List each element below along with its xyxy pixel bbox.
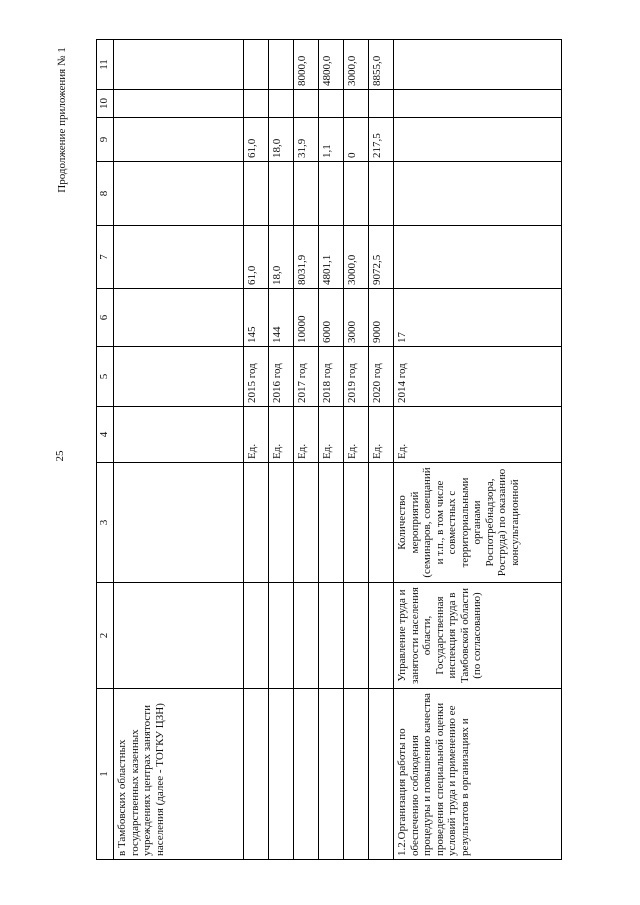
table-cell	[369, 583, 394, 689]
table-cell	[269, 40, 294, 90]
table-cell	[114, 407, 244, 463]
table-cell: 2016 год	[269, 347, 294, 407]
table-cell	[319, 583, 344, 689]
column-number: 7	[97, 226, 114, 289]
table-cell	[114, 583, 244, 689]
table-cell	[114, 463, 244, 583]
table-cell: 6000	[319, 289, 344, 347]
table-cell: 0	[344, 118, 369, 162]
table-cell: 2020 год	[369, 347, 394, 407]
table-cell	[269, 463, 294, 583]
column-number: 8	[97, 162, 114, 226]
table-cell: 2019 год	[344, 347, 369, 407]
column-number: 5	[97, 347, 114, 407]
table-cell	[114, 162, 244, 226]
table-cell: 145	[244, 289, 269, 347]
table-cell	[394, 118, 562, 162]
table-cell	[369, 162, 394, 226]
column-number-row	[97, 40, 114, 860]
rotated-table-area	[96, 40, 608, 860]
column-number: 1	[97, 689, 114, 860]
table-row	[244, 40, 269, 860]
table-cell	[294, 162, 319, 226]
page-heading: Продолжение приложения № 1	[56, 47, 68, 193]
table-cell: 2014 год	[394, 347, 562, 407]
table-cell	[319, 90, 344, 118]
table-cell: 4801,1	[319, 226, 344, 289]
table-cell	[244, 162, 269, 226]
column-number: 4	[97, 407, 114, 463]
table-cell	[244, 90, 269, 118]
table-cell	[369, 463, 394, 583]
table-cell: 144	[269, 289, 294, 347]
table-row	[369, 40, 394, 860]
table-cell: Ед.	[319, 407, 344, 463]
table-cell	[114, 40, 244, 90]
table-cell	[244, 463, 269, 583]
table-cell: Ед.	[244, 407, 269, 463]
table-cell	[369, 689, 394, 860]
table-cell	[294, 90, 319, 118]
table-cell	[394, 90, 562, 118]
program-table	[96, 39, 562, 860]
table-cell: 217,5	[369, 118, 394, 162]
table-cell	[294, 463, 319, 583]
table-row	[319, 40, 344, 860]
table-cell	[394, 226, 562, 289]
table-cell: в Тамбовских областных государственных казенных учреждениях центрах занятости населения (далее - ТОГКУ ЦЗН)	[114, 689, 244, 860]
table-cell	[114, 289, 244, 347]
table-cell	[114, 118, 244, 162]
table-cell	[294, 689, 319, 860]
column-number: 11	[97, 40, 114, 90]
table-row	[344, 40, 369, 860]
table-cell: 31,9	[294, 118, 319, 162]
table-cell: 10000	[294, 289, 319, 347]
table-cell	[344, 90, 369, 118]
table-cell: 9072,5	[369, 226, 394, 289]
table-cell	[269, 583, 294, 689]
table-cell: Количество мероприятий (семинаров, совещаний и т.п., в том числе совместных с территориальными органами Роспотребнадзора, Роструда) по оказанию консультационной	[394, 463, 562, 583]
table-cell	[344, 463, 369, 583]
table-cell: 61,0	[244, 118, 269, 162]
table-cell	[344, 689, 369, 860]
table-cell: 4800,0	[319, 40, 344, 90]
table-cell	[344, 583, 369, 689]
table-cell: 18,0	[269, 118, 294, 162]
page-number: 25	[54, 450, 66, 462]
column-number: 2	[97, 583, 114, 689]
table-cell	[319, 463, 344, 583]
table-cell: 8000,0	[294, 40, 319, 90]
table-cell	[294, 583, 319, 689]
table-cell	[369, 90, 394, 118]
table-cell: 2017 год	[294, 347, 319, 407]
table-cell: Ед.	[269, 407, 294, 463]
table-cell: 8855,0	[369, 40, 394, 90]
column-number: 10	[97, 90, 114, 118]
table-cell: 1.2.Организация работы по обеспечению соблюдения процедуры и повышению качества проведения специальной оценки условий труда и применению ее результатов в организациях и	[394, 689, 562, 860]
table-cell	[244, 689, 269, 860]
table-cell: 61,0	[244, 226, 269, 289]
table-cell: 3000	[344, 289, 369, 347]
table-cell	[244, 40, 269, 90]
table-cell	[394, 40, 562, 90]
table-cell	[244, 583, 269, 689]
table-cell: 3000,0	[344, 40, 369, 90]
table-cell: Ед.	[344, 407, 369, 463]
table-cell: Ед.	[394, 407, 562, 463]
table-cell	[269, 689, 294, 860]
table-cell: 17	[394, 289, 562, 347]
column-number: 3	[97, 463, 114, 583]
table-cell	[344, 162, 369, 226]
table-cell	[114, 226, 244, 289]
column-number: 6	[97, 289, 114, 347]
table-cell: 2015 год	[244, 347, 269, 407]
table-cell	[319, 689, 344, 860]
table-cell: 2018 год	[319, 347, 344, 407]
table-cell: Ед.	[369, 407, 394, 463]
table-row	[114, 40, 244, 860]
table-row	[269, 40, 294, 860]
table-row	[294, 40, 319, 860]
table-cell: 9000	[369, 289, 394, 347]
table-cell: 1,1	[319, 118, 344, 162]
table-cell	[319, 162, 344, 226]
table-cell	[394, 162, 562, 226]
table-cell	[269, 90, 294, 118]
table-cell: 18,0	[269, 226, 294, 289]
table-cell: 3000,0	[344, 226, 369, 289]
column-number: 9	[97, 118, 114, 162]
table-cell: 8031,9	[294, 226, 319, 289]
table-cell: Управление труда и занятости населения области, Государственная инспекция труда в Тамбовской области (по согласованию)	[394, 583, 562, 689]
table-cell: Ед.	[294, 407, 319, 463]
table-row	[394, 40, 562, 860]
table-cell	[114, 90, 244, 118]
table-cell	[269, 162, 294, 226]
table-cell	[114, 347, 244, 407]
